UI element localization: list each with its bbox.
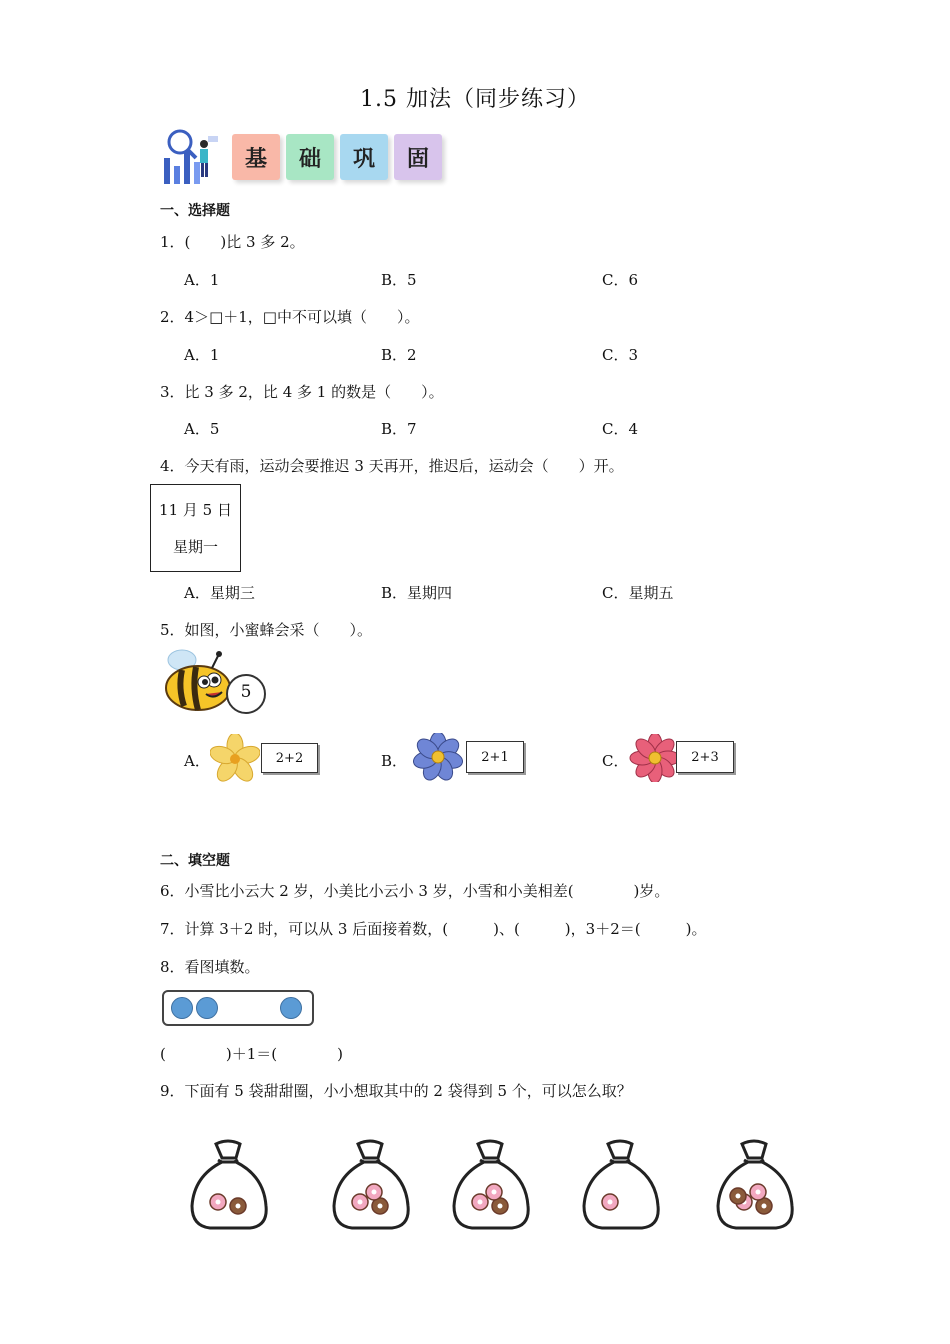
q5-option-c[interactable]: C．: [602, 752, 629, 770]
donut-bag-icon[interactable]: [580, 1136, 662, 1234]
donut-hole: [216, 1200, 221, 1205]
donut-hole: [762, 1204, 767, 1209]
q2-option-b[interactable]: B．2: [381, 346, 417, 364]
blue-dot: [280, 997, 302, 1019]
donut-bag-icon[interactable]: [330, 1136, 412, 1234]
banner-tile-4: 固: [394, 134, 442, 180]
dot-bar: [162, 990, 314, 1026]
question-2: 2．4＞□＋1，□中不可以填（ ）。: [160, 308, 420, 326]
flower-b-expression: 2+1: [466, 741, 524, 773]
donut-hole: [498, 1204, 503, 1209]
q8-equation: ( )＋1＝( ): [160, 1045, 343, 1063]
magnifier-person-icon: [160, 128, 222, 188]
flower-c-expression: 2+3: [676, 741, 734, 773]
donut-hole: [492, 1190, 497, 1195]
yellow-flower-icon: [210, 734, 260, 784]
question-4: 4．今天有雨，运动会要推迟 3 天再开，推迟后，运动会（ ）开。: [160, 457, 624, 475]
pink-flower-icon: [628, 734, 682, 782]
q2-option-c[interactable]: C．3: [602, 346, 639, 364]
blue-dot: [171, 997, 193, 1019]
question-5: 5．如图，小蜜蜂会采（ ）。: [160, 621, 373, 639]
banner-tile-2: 础: [286, 134, 334, 180]
q5-option-a[interactable]: A．: [184, 752, 210, 770]
page-title: 1.5 加法（同步练习）: [360, 87, 590, 112]
section-heading-choice: 一、选择题: [160, 203, 230, 219]
q1-option-a[interactable]: A．1: [184, 271, 220, 289]
donut-bag-icon[interactable]: [188, 1136, 270, 1234]
donut-hole: [236, 1204, 241, 1209]
date-card-date: 11 月 5 日: [159, 501, 232, 519]
donut-hole: [378, 1204, 383, 1209]
question-1: 1．( )比 3 多 2。: [160, 233, 305, 251]
flower-a-expression: 2+2: [261, 743, 318, 773]
question-7: 7．计算 3＋2 时，可以从 3 后面接着数，( )、( )，3＋2＝( )。: [160, 920, 707, 938]
q4-option-a[interactable]: A．星期三: [184, 584, 255, 602]
banner-tile-3: 巩: [340, 134, 388, 180]
blue-flower-icon: [408, 733, 470, 781]
bee-number: 5: [240, 682, 252, 702]
donut-hole: [372, 1190, 377, 1195]
q3-option-c[interactable]: C．4: [602, 420, 639, 438]
donut-hole: [478, 1200, 483, 1205]
q3-option-b[interactable]: B．7: [381, 420, 417, 438]
q2-option-a[interactable]: A．1: [184, 346, 220, 364]
donut-bag-icon[interactable]: [714, 1136, 796, 1234]
q4-option-c[interactable]: C．星期五: [602, 584, 674, 602]
q1-option-b[interactable]: B．5: [381, 271, 417, 289]
q1-option-c[interactable]: C．6: [602, 271, 639, 289]
donut-bag-icon[interactable]: [450, 1136, 532, 1234]
question-9: 9．下面有 5 袋甜甜圈，小小想取其中的 2 袋得到 5 个，可以怎么取？: [160, 1082, 632, 1100]
q5-option-b[interactable]: B．: [381, 752, 408, 770]
banner-tile-1: 基: [232, 134, 280, 180]
q3-option-a[interactable]: A．5: [184, 420, 220, 438]
question-8: 8．看图填数。: [160, 958, 260, 976]
question-3: 3．比 3 多 2，比 4 多 1 的数是（ ）。: [160, 383, 444, 401]
donut-hole: [736, 1194, 741, 1199]
donut-hole: [608, 1200, 613, 1205]
donut-hole: [358, 1200, 363, 1205]
section-heading-fill: 二、填空题: [160, 853, 230, 869]
blue-dot: [196, 997, 218, 1019]
date-card-weekday: 星期一: [172, 538, 218, 556]
q4-option-b[interactable]: B．星期四: [381, 584, 453, 602]
date-card: [150, 484, 241, 572]
donut-hole: [756, 1190, 761, 1195]
question-6: 6．小雪比小云大 2 岁，小美比小云小 3 岁，小雪和小美相差( )岁。: [160, 882, 670, 900]
